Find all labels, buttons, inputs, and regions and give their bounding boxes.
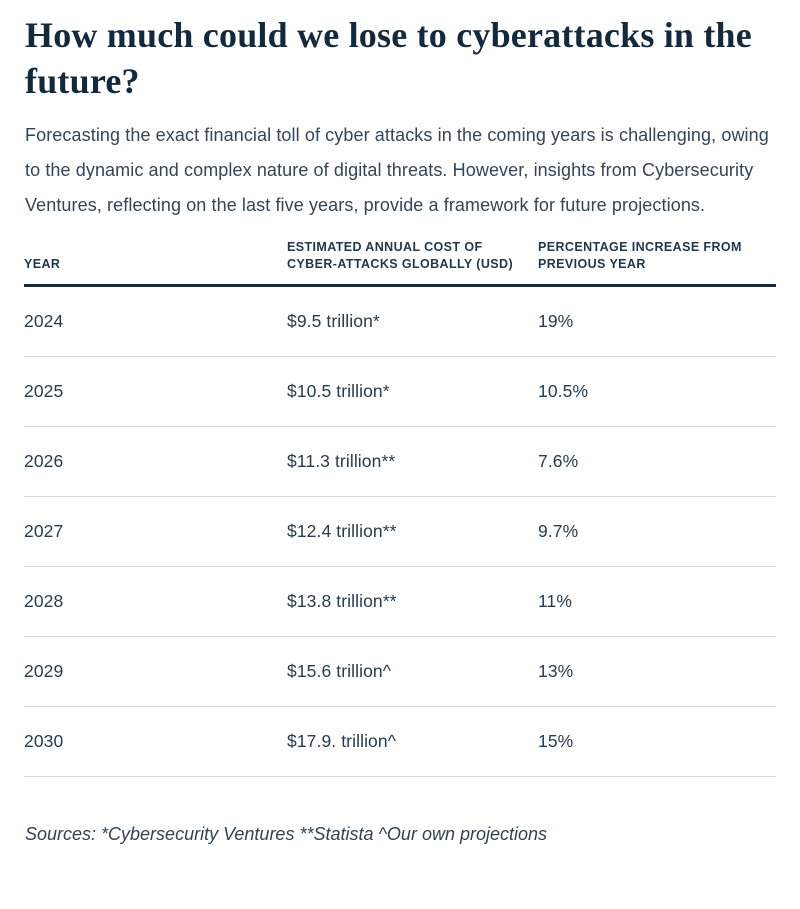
table-row <box>24 427 776 497</box>
cost-cell: $15.6 trillion^ <box>287 661 392 681</box>
cost-cell: $17.9. trillion^ <box>287 731 397 751</box>
table-header-cost: ESTIMATED ANNUAL COST OF CYBER-ATTACKS GLOBALLY (USD) <box>287 240 514 271</box>
table-row <box>24 287 776 357</box>
sources-note: Sources: *Cybersecurity Ventures **Statista ^Our own projections <box>25 824 548 844</box>
table-row <box>24 637 776 707</box>
intro-paragraph: Forecasting the exact financial toll of cyber attacks in the coming years is challenging, owing to the dynamic and complex nature of digital threats. However, insights from Cybersecurity Ventures, reflecting on the last five years, provide a framework for future projections. <box>25 125 769 215</box>
table-row <box>24 567 776 637</box>
table-row <box>24 497 776 567</box>
year-cell: 2028 <box>24 591 64 611</box>
table-header-increase: PERCENTAGE INCREASE FROM PREVIOUS YEAR <box>538 240 742 271</box>
increase-cell: 9.7% <box>538 521 579 541</box>
increase-cell: 13% <box>538 661 574 681</box>
year-cell: 2027 <box>24 521 64 541</box>
table-header-row <box>24 239 776 287</box>
cost-cell: $10.5 trillion* <box>287 381 390 401</box>
cost-cell: $9.5 trillion* <box>287 311 380 331</box>
cost-cell: $12.4 trillion** <box>287 521 397 541</box>
table-header-year: YEAR <box>24 257 61 271</box>
increase-cell: 15% <box>538 731 574 751</box>
table-row <box>24 357 776 427</box>
cost-cell: $13.8 trillion** <box>287 591 397 611</box>
year-cell: 2029 <box>24 661 64 681</box>
year-cell: 2024 <box>24 311 64 331</box>
year-cell: 2025 <box>24 381 64 401</box>
page-title: How much could we lose to cyberattacks in the future? <box>25 15 752 101</box>
increase-cell: 19% <box>538 311 574 331</box>
cyberattack-cost-table <box>24 239 776 777</box>
year-cell: 2026 <box>24 451 64 471</box>
increase-cell: 10.5% <box>538 381 589 401</box>
table-row <box>24 707 776 777</box>
increase-cell: 7.6% <box>538 451 579 471</box>
year-cell: 2030 <box>24 731 64 751</box>
cost-cell: $11.3 trillion** <box>287 451 396 471</box>
increase-cell: 11% <box>538 591 573 611</box>
article-page <box>0 12 800 847</box>
